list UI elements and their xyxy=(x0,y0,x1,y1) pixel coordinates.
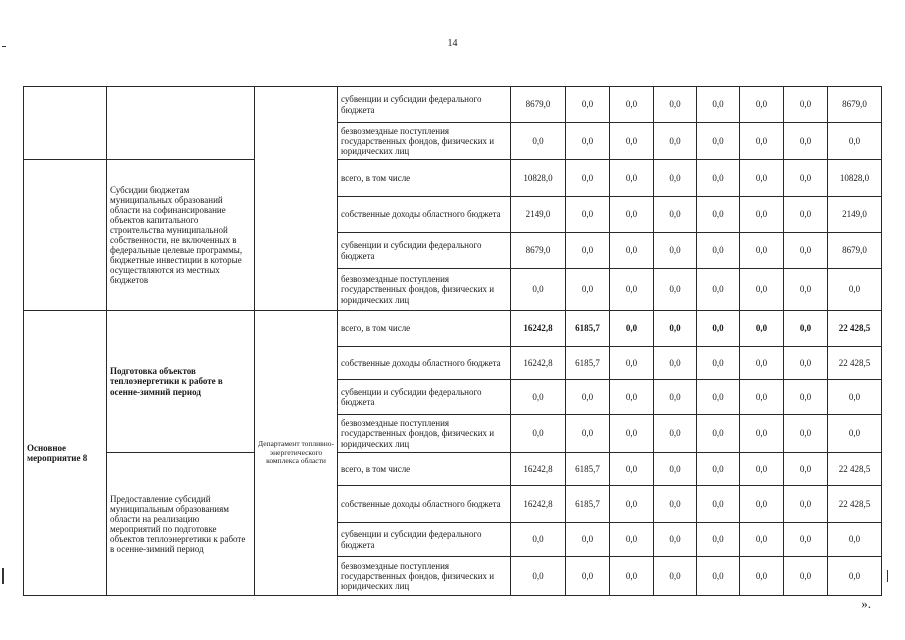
total-cell: 0,0 xyxy=(828,269,882,311)
value-cell: 0,0 xyxy=(697,233,740,269)
value-cell: 6185,7 xyxy=(566,486,610,523)
value-cell: 0,0 xyxy=(697,311,740,347)
total-cell: 2149,0 xyxy=(828,197,882,233)
total-cell: 0,0 xyxy=(828,523,882,557)
value-cell: 0,0 xyxy=(784,87,828,123)
value-cell: 0,0 xyxy=(740,380,784,415)
value-cell: 6185,7 xyxy=(566,347,610,380)
value-cell: 0,0 xyxy=(566,123,610,160)
funding-source: безвозмездные поступления государственных фондов, физических и юридических лиц xyxy=(338,123,511,160)
total-cell: 22 428,5 xyxy=(828,311,882,347)
value-cell: 0,0 xyxy=(610,523,654,557)
value-cell: 0,0 xyxy=(654,380,697,415)
empty-cell xyxy=(24,87,107,160)
value-cell: 0,0 xyxy=(740,123,784,160)
value-cell: 0,0 xyxy=(654,415,697,453)
value-cell: 10828,0 xyxy=(511,160,566,197)
value-cell: 0,0 xyxy=(697,160,740,197)
value-cell: 0,0 xyxy=(610,160,654,197)
funding-source: собственные доходы областного бюджета xyxy=(338,197,511,233)
total-cell: 22 428,5 xyxy=(828,486,882,523)
value-cell: 0,0 xyxy=(610,347,654,380)
total-cell: 22 428,5 xyxy=(828,347,882,380)
value-cell: 0,0 xyxy=(654,123,697,160)
total-cell: 0,0 xyxy=(828,415,882,453)
total-cell: 0,0 xyxy=(828,557,882,596)
value-cell: 0,0 xyxy=(566,557,610,596)
value-cell: 0,0 xyxy=(610,197,654,233)
value-cell: 0,0 xyxy=(610,415,654,453)
value-cell: 0,0 xyxy=(740,311,784,347)
table-row xyxy=(24,311,882,347)
value-cell: 0,0 xyxy=(610,233,654,269)
value-cell: 0,0 xyxy=(654,557,697,596)
value-cell: 0,0 xyxy=(740,197,784,233)
value-cell: 0,0 xyxy=(654,197,697,233)
value-cell: 0,0 xyxy=(697,123,740,160)
value-cell: 0,0 xyxy=(784,123,828,160)
scan-margin-mark xyxy=(2,568,4,584)
value-cell: 0,0 xyxy=(654,453,697,486)
value-cell: 0,0 xyxy=(784,347,828,380)
total-cell: 10828,0 xyxy=(828,160,882,197)
total-cell: 0,0 xyxy=(828,380,882,415)
table-row xyxy=(24,453,882,486)
value-cell: 0,0 xyxy=(740,523,784,557)
value-cell: 0,0 xyxy=(784,523,828,557)
table-row xyxy=(24,160,882,197)
value-cell: 2149,0 xyxy=(511,197,566,233)
value-cell: 0,0 xyxy=(697,486,740,523)
value-cell: 0,0 xyxy=(740,233,784,269)
funding-source: субвенции и субсидии федерального бюджета xyxy=(338,87,511,123)
value-cell: 8679,0 xyxy=(511,87,566,123)
value-cell: 0,0 xyxy=(697,347,740,380)
value-cell: 16242,8 xyxy=(511,486,566,523)
funding-source: субвенции и субсидии федерального бюджета xyxy=(338,523,511,557)
value-cell: 0,0 xyxy=(566,197,610,233)
value-cell: 0,0 xyxy=(740,557,784,596)
value-cell: 0,0 xyxy=(784,557,828,596)
value-cell: 0,0 xyxy=(511,523,566,557)
value-cell: 0,0 xyxy=(566,269,610,311)
value-cell: 0,0 xyxy=(566,380,610,415)
value-cell: 0,0 xyxy=(697,269,740,311)
funding-source: безвозмездные поступления государственных фондов, физических и юридических лиц xyxy=(338,415,511,453)
value-cell: 0,0 xyxy=(740,453,784,486)
value-cell: 0,0 xyxy=(784,197,828,233)
closing-quote-mark: ». xyxy=(861,596,871,611)
value-cell: 0,0 xyxy=(740,269,784,311)
value-cell: 0,0 xyxy=(654,87,697,123)
value-cell: 0,0 xyxy=(654,347,697,380)
total-cell: 0,0 xyxy=(828,123,882,160)
value-cell: 0,0 xyxy=(784,160,828,197)
value-cell: 0,0 xyxy=(511,415,566,453)
empty-cell xyxy=(255,87,338,311)
funding-source: субвенции и субсидии федерального бюджета xyxy=(338,233,511,269)
value-cell: 0,0 xyxy=(610,269,654,311)
value-cell: 0,0 xyxy=(566,233,610,269)
value-cell: 16242,8 xyxy=(511,453,566,486)
value-cell: 0,0 xyxy=(654,160,697,197)
value-cell: 0,0 xyxy=(610,311,654,347)
value-cell: 0,0 xyxy=(697,557,740,596)
value-cell: 0,0 xyxy=(654,523,697,557)
value-cell: 6185,7 xyxy=(566,453,610,486)
value-cell: 0,0 xyxy=(740,347,784,380)
value-cell: 0,0 xyxy=(610,380,654,415)
funding-source: безвозмездные поступления государственных фондов, физических и юридических лиц xyxy=(338,269,511,311)
value-cell: 0,0 xyxy=(697,415,740,453)
funding-source: всего, в том числе xyxy=(338,453,511,486)
funding-source: собственные доходы областного бюджета xyxy=(338,347,511,380)
subsidies-heat-title: Предоставление субсидий муниципальным образованиям области на реализацию мероприятий по подготовке объектов теплоэнергетики к работе в осенне-зимний период xyxy=(107,453,255,596)
funding-source: собственные доходы областного бюджета xyxy=(338,486,511,523)
value-cell: 0,0 xyxy=(610,87,654,123)
value-cell: 0,0 xyxy=(511,123,566,160)
value-cell: 0,0 xyxy=(784,233,828,269)
value-cell: 0,0 xyxy=(784,453,828,486)
value-cell: 0,0 xyxy=(610,486,654,523)
value-cell: 0,0 xyxy=(511,269,566,311)
value-cell: 0,0 xyxy=(740,160,784,197)
value-cell: 0,0 xyxy=(654,311,697,347)
table-row xyxy=(24,87,882,123)
value-cell: 0,0 xyxy=(740,486,784,523)
total-cell: 22 428,5 xyxy=(828,453,882,486)
value-cell: 0,0 xyxy=(784,415,828,453)
value-cell: 0,0 xyxy=(697,197,740,233)
value-cell: 0,0 xyxy=(697,523,740,557)
budget-table xyxy=(23,86,882,596)
value-cell: 0,0 xyxy=(654,486,697,523)
empty-cell xyxy=(24,160,107,311)
value-cell: 0,0 xyxy=(610,557,654,596)
value-cell: 0,0 xyxy=(784,311,828,347)
value-cell: 8679,0 xyxy=(511,233,566,269)
value-cell: 6185,7 xyxy=(566,311,610,347)
funding-source: всего, в том числе xyxy=(338,311,511,347)
value-cell: 0,0 xyxy=(740,415,784,453)
department-name: Департамент топливно-энергетического комплекса области xyxy=(255,311,338,596)
value-cell: 0,0 xyxy=(511,380,566,415)
value-cell: 0,0 xyxy=(654,269,697,311)
value-cell: 0,0 xyxy=(784,269,828,311)
value-cell: 0,0 xyxy=(566,160,610,197)
funding-source: всего, в том числе xyxy=(338,160,511,197)
value-cell: 16242,8 xyxy=(511,347,566,380)
total-cell: 8679,0 xyxy=(828,233,882,269)
value-cell: 0,0 xyxy=(697,380,740,415)
event-label: Основное мероприятие 8 xyxy=(24,311,107,596)
value-cell: 0,0 xyxy=(697,453,740,486)
scan-margin-mark xyxy=(2,46,6,47)
total-cell: 8679,0 xyxy=(828,87,882,123)
value-cell: 0,0 xyxy=(511,557,566,596)
scan-margin-mark xyxy=(887,570,888,582)
page-number: 14 xyxy=(447,38,458,49)
value-cell: 0,0 xyxy=(610,453,654,486)
subsidies-capital-title: Субсидии бюджетам муниципальных образований области на софинансирование объектов капитального строительства муниципальной собственности, не включенных в федеральные целевые программы, бюджетные инвестиции в которые осуществляются из местных бюджетов xyxy=(107,160,255,311)
value-cell: 0,0 xyxy=(740,87,784,123)
funding-source: безвозмездные поступления государственных фондов, физических и юридических лиц xyxy=(338,557,511,596)
value-cell: 16242,8 xyxy=(511,311,566,347)
value-cell: 0,0 xyxy=(697,87,740,123)
value-cell: 0,0 xyxy=(654,233,697,269)
value-cell: 0,0 xyxy=(566,523,610,557)
value-cell: 0,0 xyxy=(566,415,610,453)
funding-source: субвенции и субсидии федерального бюджета xyxy=(338,380,511,415)
empty-cell xyxy=(107,87,255,160)
value-cell: 0,0 xyxy=(610,123,654,160)
value-cell: 0,0 xyxy=(784,380,828,415)
value-cell: 0,0 xyxy=(784,486,828,523)
event-title: Подготовка объектов теплоэнергетики к работе в осенне-зимний период xyxy=(107,311,255,453)
value-cell: 0,0 xyxy=(566,87,610,123)
